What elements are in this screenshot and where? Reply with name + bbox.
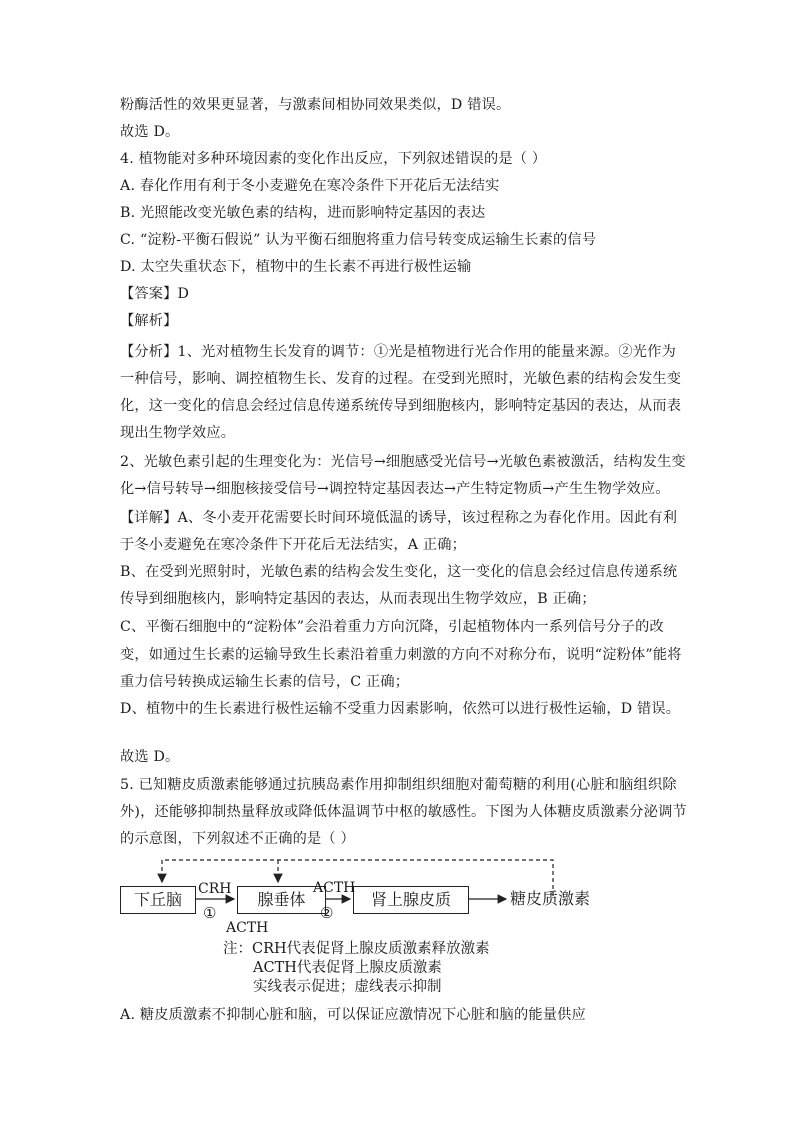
text-line: 的示意图，下列叙述不正确的是（ ） xyxy=(120,831,355,847)
answer-line: 【答案】D xyxy=(120,286,190,302)
step-1-marker: ① xyxy=(203,904,217,922)
text-line: 粉酶活性的效果更显著，与激素间相协同效果类似，D 错误。 xyxy=(120,97,511,113)
text-line: C、平衡石细胞中的“淀粉体”会沿着重力方向沉降，引起植物体内一系列信号分子的改 xyxy=(120,619,664,635)
hormone-regulation-diagram xyxy=(110,852,630,1002)
acth-label: ACTH xyxy=(313,880,356,896)
option-d: D. 太空失重状态下，植物中的生长素不再进行极性运输 xyxy=(120,259,472,275)
hypothalamus-box: 下丘脑 xyxy=(120,886,196,914)
text-line: 变，如通过生长素的运输导致生长素沿着重力刺激的方向不对称分布，说明“淀粉体”能将 xyxy=(120,647,682,663)
adrenal-cortex-box: 肾上腺皮质 xyxy=(353,886,469,914)
text-line: 化→信号转导→细胞核接受信号→调控特定基因表达→产生特定物质→产生生物学效应。 xyxy=(120,481,670,497)
text-line: 传导到细胞核内，影响特定基因的表达，从而表现出生物学效应，B 正确； xyxy=(120,591,596,607)
step-2-marker: ② xyxy=(320,904,334,922)
crh-label: CRH xyxy=(198,881,232,897)
analysis-heading: 【解析】 xyxy=(120,313,178,329)
question-4-stem: 4. 植物能对多种环境因素的变化作出反应，下列叙述错误的是（ ） xyxy=(120,151,547,167)
text-line: 于冬小麦避免在寒冷条件下开花后无法结实，A 正确； xyxy=(120,537,467,553)
text-line: B、在受到光照射时，光敏色素的结构会发生变化，这一变化的信息会经过信息传递系统 xyxy=(120,564,678,580)
text-line: 2、光敏色素引起的生理变化为：光信号→细胞感受光信号→光敏色素被激活，结构发生变 xyxy=(120,454,686,470)
diagram-note-3: 实线表示促进；虚线表示抑制 xyxy=(253,979,442,995)
question-5-option-a: A. 糖皮质激素不抑制心脏和脑，可以保证应激情况下心脏和脑的能量供应 xyxy=(120,1007,586,1023)
text-line: 化，这一变化的信息会经过信息传递系统传导到细胞核内，影响特定基因的表达，从而表 xyxy=(120,398,682,414)
text-line: 故选 D。 xyxy=(120,749,180,765)
text-line: D、植物中的生长素进行极性运输不受重力因素影响，依然可以进行极性运输，D 错误。 xyxy=(120,701,681,717)
text-line: 现出生物学效应。 xyxy=(120,425,236,441)
option-b: B. 光照能改变光敏色素的结构，进而影响特定基因的表达 xyxy=(120,205,486,221)
diagram-note-2: ACTH代表促肾上腺皮质激素 xyxy=(253,960,442,976)
text-line: 【详解】A、冬小麦开花需要长时间环境低温的诱导，该过程称之为春化作用。因此有利 xyxy=(120,510,678,526)
glucocorticoid-label: 糖皮质激素 xyxy=(510,889,591,908)
text-line: 【分析】1、光对植物生长发育的调节：①光是植物进行光合作用的能量来源。②光作为 xyxy=(120,344,676,360)
text-line: 故选 D。 xyxy=(120,124,180,140)
option-c: C. “淀粉-平衡石假说” 认为平衡石细胞将重力信号转变成运输生长素的信号 xyxy=(120,232,597,248)
pituitary-box: 腺垂体 xyxy=(237,886,326,914)
text-line: 重力信号转换成运输生长素的信号，C 正确； xyxy=(120,674,410,690)
text-line: 一种信号，影响、调控植物生长、发育的过程。在受到光照时，光敏色素的结构会发生变 xyxy=(120,371,682,387)
text-line: 外)，还能够抑制热量释放或降低体温调节中枢的敏感性。下图为人体糖皮质激素分泌调节 xyxy=(120,804,687,820)
diagram-note-1: 注：CRH代表促肾上腺皮质激素释放激素 xyxy=(223,941,490,957)
acth-below-label: ACTH xyxy=(226,920,269,936)
option-a: A. 春化作用有利于冬小麦避免在寒冷条件下开花后无法结实 xyxy=(120,178,500,194)
question-5-stem: 5. 已知糖皮质激素能够通过抗胰岛素作用抑制组织细胞对葡萄糖的利用(心脏和脑组织除 xyxy=(120,777,677,793)
